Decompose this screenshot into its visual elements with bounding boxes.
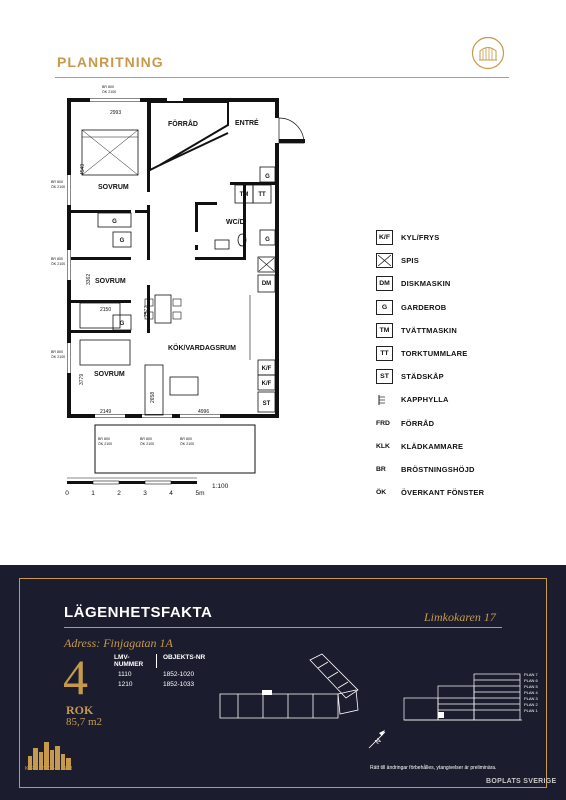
id-table: [114, 654, 215, 688]
legend-label: TORKTUMMLARE: [401, 349, 468, 359]
legend-code: K/F: [376, 230, 393, 245]
obj-value: 1852-1020: [163, 671, 195, 678]
project-name: Limkokaren 17: [424, 610, 496, 624]
legend-row: [376, 388, 536, 411]
stove-icon: [376, 253, 393, 268]
site-key-plan: [218, 650, 370, 730]
floor-label: PLAN 5: [524, 684, 538, 689]
scale-tick-4: 4: [169, 490, 173, 497]
code-dm: DM: [261, 281, 272, 287]
legend-label: DISKMASKIN: [401, 279, 451, 289]
window-ok-top: ÖK 2100: [102, 90, 117, 94]
dim-2150: 2150: [100, 307, 112, 313]
legend-code: DM: [376, 276, 393, 291]
legend-row: [376, 319, 536, 342]
dim-4549: 4549: [80, 163, 86, 175]
scale-tick-0: 0: [65, 490, 69, 497]
legend-row: [376, 249, 536, 272]
legend-label: TVÄTTMASKIN: [401, 325, 457, 335]
legend-code: G: [376, 300, 393, 315]
lmv-header: LMV-NUMMER: [114, 654, 157, 668]
window-br-left-2: BR 800: [51, 257, 63, 261]
scale-tick-5: 5m: [195, 490, 205, 497]
room-label-wcd: WC/D: [226, 219, 245, 226]
scale-tick-2: 2: [117, 490, 121, 497]
address: Adress: Finjagatan 1A: [64, 636, 173, 650]
code-kf-2: K/F: [261, 381, 272, 387]
code-g-2: G: [119, 238, 125, 244]
floor-label: PLAN 4: [524, 690, 538, 695]
dim-4996: 4996: [198, 409, 210, 415]
room-label-sovrum-3: SOVRUM: [94, 371, 125, 378]
dim-2577: 2577: [144, 305, 150, 317]
dim-3362: 3362: [86, 273, 92, 285]
window-ok-left-2: ÖK 2100: [51, 262, 66, 266]
dim-2993: 2993: [110, 110, 122, 116]
coat-rack-icon: [376, 392, 393, 407]
legend-row: [376, 458, 536, 481]
lmv-value: 1210: [118, 681, 133, 688]
legend-code: ÖK: [376, 489, 387, 497]
obj-value: 1852-1033: [163, 681, 195, 688]
table-row: [114, 671, 215, 678]
disclaimer: Rätt till ändringar förbehålles, ytangivelser är preliminära.: [370, 765, 497, 771]
lmv-value: 1110: [118, 671, 132, 678]
legend-code: FRD: [376, 419, 390, 427]
legend-code: KLK: [376, 442, 390, 450]
window-ok-bottom-3: ÖK 2100: [180, 442, 195, 446]
legend-row: [376, 226, 536, 249]
legend-row: [376, 412, 536, 435]
window-ok-left-1: ÖK 2100: [51, 185, 66, 189]
building-elevation: [402, 664, 548, 724]
legend-code: BR: [376, 465, 386, 473]
code-g-3: G: [119, 321, 125, 327]
brand-name: K-FASTIGHETER: [25, 766, 73, 772]
north-arrow-icon: [366, 726, 388, 752]
code-tt: TT: [258, 192, 266, 198]
legend-label: SPIS: [401, 256, 419, 266]
legend-label: FÖRRÅD: [401, 418, 435, 428]
legend-row: [376, 435, 536, 458]
legend-code: TT: [376, 346, 393, 361]
balcony: [95, 425, 255, 473]
code-g-5: G: [265, 237, 270, 243]
code-st: ST: [262, 401, 271, 407]
dim-2149: 2149: [100, 409, 112, 415]
window-br-left-1: BR 800: [51, 180, 63, 184]
code-g-1: G: [112, 219, 117, 225]
page-title: PLANRITNING: [57, 54, 164, 70]
legend-label: KYL/FRYS: [401, 233, 440, 243]
header-divider: [55, 77, 509, 78]
legend-label: ÖVERKANT FÖNSTER: [401, 488, 485, 498]
legend-label: KAPPHYLLA: [401, 395, 449, 405]
legend-row: [376, 342, 536, 365]
legend-label: KLÄDKAMMARE: [401, 441, 464, 451]
window-ok-bottom-2: ÖK 2100: [140, 442, 155, 446]
window-ok-bottom-1: ÖK 2100: [98, 442, 113, 446]
legend-row: [376, 481, 536, 504]
watermark: BOPLATS SVERIGE: [486, 778, 557, 785]
window-br-top: BR 800: [102, 85, 114, 89]
window-br-bottom-3: BR 800: [180, 437, 192, 441]
floor-label: PLAN 6: [524, 678, 538, 683]
compass-label: N: [374, 737, 383, 746]
scale-tick-3: 3: [143, 490, 147, 497]
room-label-forrad: FÖRRÅD: [168, 121, 198, 128]
scale-ratio: 1:100: [212, 483, 229, 490]
window-br-left-3: BR 800: [51, 350, 63, 354]
window-br-bottom-2: BR 800: [140, 437, 152, 441]
legend-row: [376, 272, 536, 295]
legend-label: BRÖSTNINGSHÖJD: [401, 464, 475, 474]
facts-title: LÄGENHETSFAKTA: [64, 604, 213, 621]
code-kf-1: K/F: [261, 366, 272, 372]
dim-3779: 3779: [79, 373, 85, 385]
obj-header: OBJEKTS-NR: [163, 654, 206, 661]
id-table-header: [114, 654, 215, 668]
floor-label: PLAN 1: [524, 708, 538, 713]
room-label-entre: ENTRÉ: [235, 120, 259, 127]
interior-walls: [71, 102, 275, 333]
window-ok-left-3: ÖK 2100: [51, 355, 66, 359]
room-count: 4: [63, 649, 88, 705]
legend-row: [376, 365, 536, 388]
dim-2658: 2658: [150, 391, 156, 403]
legend-code: ST: [376, 369, 393, 384]
scale-bar: [65, 478, 228, 497]
facts-divider: [64, 627, 502, 628]
building-logo-icon: [471, 36, 505, 70]
table-row: [114, 681, 215, 688]
room-unit: ROK: [66, 703, 94, 717]
code-g-4: G: [265, 174, 270, 180]
room-label-sovrum-1: SOVRUM: [98, 184, 129, 191]
living-area: 85,7 m2: [66, 716, 103, 728]
legend-label: STÄDSKÅP: [401, 372, 444, 382]
legend-code: TM: [376, 323, 393, 338]
floor-label: PLAN 2: [524, 702, 538, 707]
legend-label: GARDEROB: [401, 302, 447, 312]
scale-tick-1: 1: [91, 490, 95, 497]
floor-label: PLAN 7: [524, 672, 538, 677]
room-label-sovrum-2: SOVRUM: [95, 278, 126, 285]
plan-legend: [376, 226, 536, 504]
code-tm: TM: [239, 192, 249, 198]
window-br-bottom-1: BR 800: [98, 437, 110, 441]
floor-plan: [50, 85, 320, 505]
floor-label: PLAN 3: [524, 696, 538, 701]
legend-row: [376, 296, 536, 319]
room-label-kok: KÖK/VARDAGSRUM: [168, 345, 236, 352]
